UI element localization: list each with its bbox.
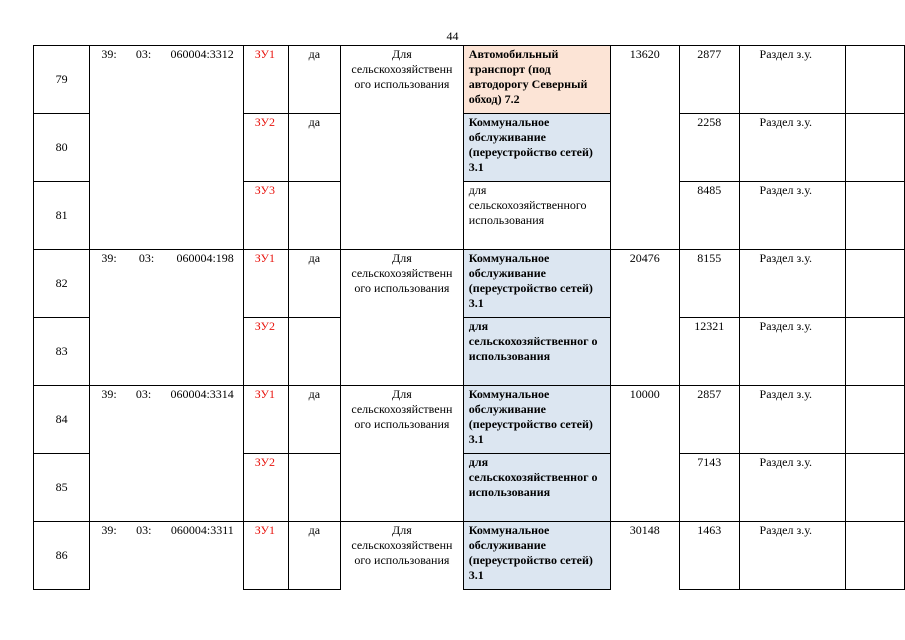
empty-cell — [845, 318, 904, 386]
note-cell: Раздел з.у. — [739, 522, 845, 590]
table-row — [34, 250, 905, 318]
total-area: 10000 — [610, 386, 679, 522]
plot-designation: ЗУ3 — [243, 182, 288, 250]
empty-cell — [845, 386, 904, 454]
empty-cell — [845, 46, 904, 114]
plot-designation: ЗУ1 — [243, 522, 288, 590]
note-cell: Раздел з.у. — [739, 250, 845, 318]
cadastral-number — [90, 46, 243, 250]
part-area: 8155 — [679, 250, 739, 318]
plot-designation: ЗУ1 — [243, 250, 288, 318]
row-number: 82 — [34, 250, 90, 318]
total-area: 20476 — [610, 250, 679, 386]
agreement-cell: да — [288, 250, 340, 318]
new-purpose: Коммунальное обслуживание (переустройство сетей) 3.1 — [463, 522, 610, 590]
plot-designation: ЗУ2 — [243, 454, 288, 522]
land-plots-table — [33, 45, 905, 590]
row-number: 86 — [34, 522, 90, 590]
new-purpose: Автомобильный транспорт (под автодорогу Северный обход) 7.2 — [463, 46, 610, 114]
agreement-cell — [288, 454, 340, 522]
total-area: 13620 — [610, 46, 679, 250]
cadastral-district: 39: — [101, 387, 117, 401]
cadastral-area: 03: — [138, 251, 155, 265]
part-area: 1463 — [679, 522, 739, 590]
row-number: 79 — [34, 46, 90, 114]
agreement-cell — [288, 318, 340, 386]
part-area: 12321 — [679, 318, 739, 386]
table-row — [34, 522, 905, 590]
new-purpose: для сельскохозяйственного использования — [463, 182, 610, 250]
agreement-cell: да — [288, 386, 340, 454]
agreement-cell — [288, 182, 340, 250]
part-area: 8485 — [679, 182, 739, 250]
total-area: 30148 — [610, 522, 679, 590]
row-number: 84 — [34, 386, 90, 454]
new-purpose: для сельскохозяйственног о использования — [463, 454, 610, 522]
part-area: 2857 — [679, 386, 739, 454]
cadastral-number — [90, 386, 243, 522]
cadastral-number — [90, 250, 243, 386]
agreement-cell: да — [288, 522, 340, 590]
cadastral-number — [90, 522, 243, 590]
empty-cell — [845, 250, 904, 318]
new-purpose: Коммунальное обслуживание (переустройство сетей) 3.1 — [463, 114, 610, 182]
empty-cell — [845, 114, 904, 182]
page-number: 44 — [446, 29, 459, 43]
note-cell: Раздел з.у. — [739, 318, 845, 386]
cadastral-district: 39: — [101, 523, 117, 537]
cadastral-plot: 060004:3311 — [170, 523, 234, 537]
new-purpose: Коммунальное обслуживание (переустройство сетей) 3.1 — [463, 250, 610, 318]
table-row — [34, 386, 905, 454]
plot-designation: ЗУ2 — [243, 114, 288, 182]
part-area: 2877 — [679, 46, 739, 114]
agreement-cell: да — [288, 114, 340, 182]
cadastral-plot: 060004:3312 — [170, 47, 234, 61]
part-area: 2258 — [679, 114, 739, 182]
cadastral-area: 03: — [135, 47, 152, 61]
empty-cell — [845, 522, 904, 590]
row-number: 83 — [34, 318, 90, 386]
empty-cell — [845, 182, 904, 250]
plot-designation: ЗУ1 — [243, 46, 288, 114]
note-cell: Раздел з.у. — [739, 114, 845, 182]
plot-designation: ЗУ1 — [243, 386, 288, 454]
row-number: 81 — [34, 182, 90, 250]
plot-designation: ЗУ2 — [243, 318, 288, 386]
row-number: 85 — [34, 454, 90, 522]
row-number: 80 — [34, 114, 90, 182]
part-area: 7143 — [679, 454, 739, 522]
permitted-use: Для сельскохозяйственн ого использования — [341, 250, 464, 386]
new-purpose: Коммунальное обслуживание (переустройство сетей) 3.1 — [463, 386, 610, 454]
permitted-use: Для сельскохозяйственн ого использования — [341, 386, 464, 522]
cadastral-district: 39: — [101, 47, 117, 61]
cadastral-area: 03: — [136, 523, 152, 537]
permitted-use: Для сельскохозяйственн ого использования — [341, 46, 464, 250]
table-row — [34, 46, 905, 114]
note-cell: Раздел з.у. — [739, 454, 845, 522]
note-cell: Раздел з.у. — [739, 46, 845, 114]
permitted-use: Для сельскохозяйственн ого использования — [341, 522, 464, 590]
cadastral-area: 03: — [135, 387, 152, 401]
cadastral-district: 39: — [101, 251, 117, 265]
cadastral-plot: 060004:3314 — [170, 387, 234, 401]
note-cell: Раздел з.у. — [739, 182, 845, 250]
cadastral-plot: 060004:198 — [176, 251, 234, 265]
new-purpose: для сельскохозяйственног о использования — [463, 318, 610, 386]
empty-cell — [845, 454, 904, 522]
note-cell: Раздел з.у. — [739, 386, 845, 454]
agreement-cell: да — [288, 46, 340, 114]
